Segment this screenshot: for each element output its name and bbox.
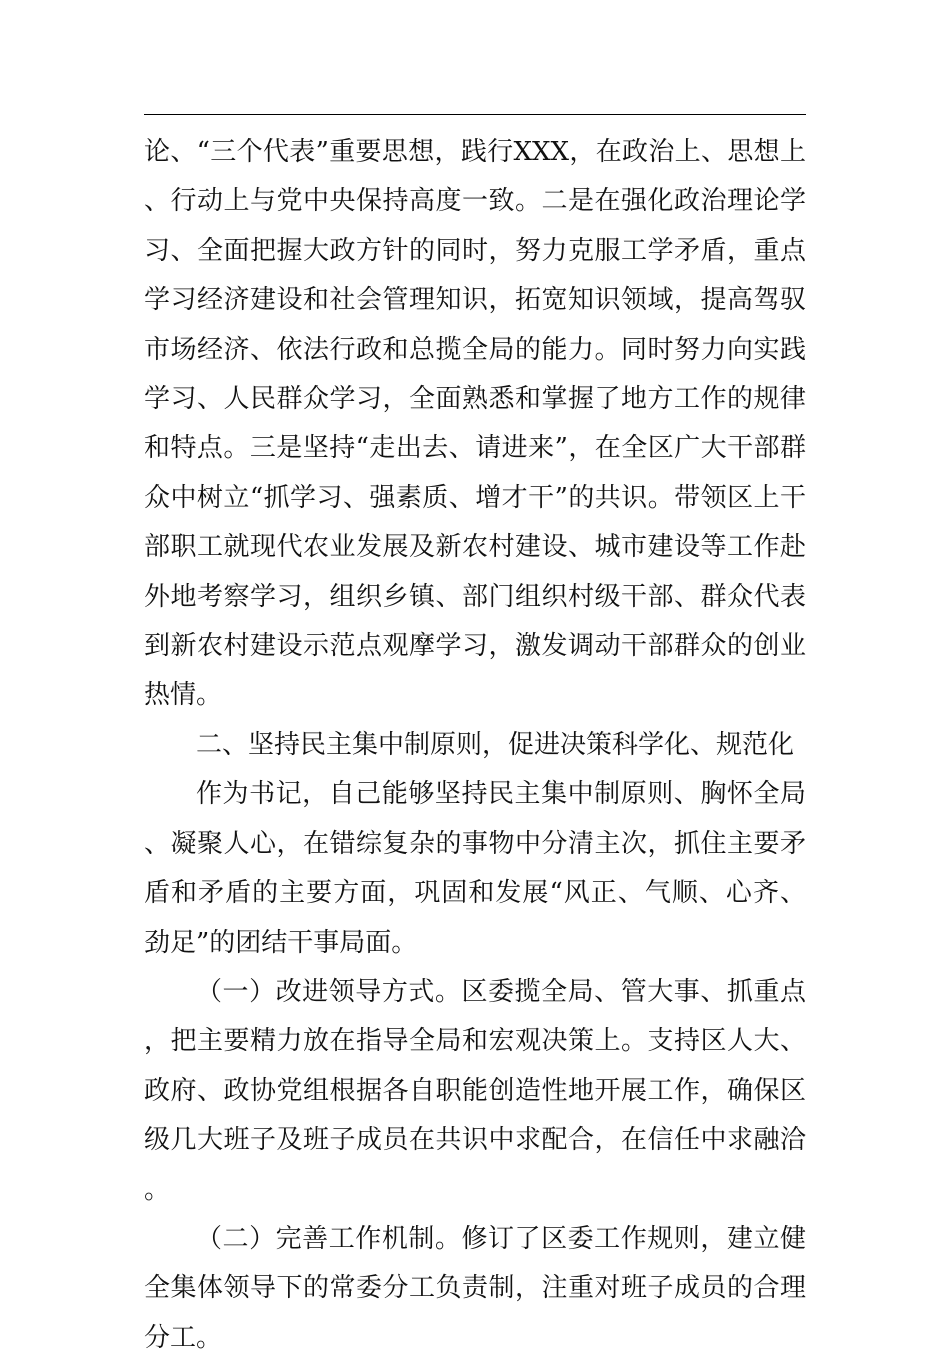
document-body bbox=[144, 128, 806, 1363]
paragraph-secretary-role: 作为书记，自己能够坚持民主集中制原则、胸怀全局、凝聚人心，在错综复杂的事物中分清主次，抓住主要矛盾和矛盾的主要方面，巩固和发展“风正、气顺、心齐、劲足”的团结干事局面。 bbox=[144, 779, 806, 958]
paragraph-leadership-method: （一）改进领导方式。区委揽全局、管大事、抓重点，把主要精力放在指导全局和宏观决策上。支持区人大、政府、政协党组根据各自职能创造性地开展工作，确保区级几大班子及班子成员在共识中求配合，在信任中求融洽。 bbox=[144, 976, 806, 1205]
section-heading-democratic-centralism: 二、坚持民主集中制原则，促进决策科学化、规范化 bbox=[196, 729, 795, 760]
header-rule bbox=[144, 114, 806, 115]
paragraph-work-mechanism: （二）完善工作机制。修订了区委工作规则，建立健全集体领导下的常委分工负责制，注重对班子成员的合理分工。 bbox=[144, 1223, 806, 1353]
paragraph-study-continuation: 论、“三个代表”重要思想，践行XXX，在政治上、思想上、行动上与党中央保持高度一致。二是在强化政治理论学习、全面把握大政方针的同时，努力克服工学矛盾，重点学习经济建设和社会管理知识，拓宽知识领域，提高驾驭市场经济、依法行政和总揽全局的能力。同时努力向实践学习、人民群众学习，全面熟悉和掌握了地方工作的规律和特点。三是坚持“走出去、请进来”，在全区广大干部群众中树立“抓学习、强素质、增才干”的共识。带领区上干部职工就现代农业发展及新农村建设、城市建设等工作赴外地考察学习，组织乡镇、部门组织村级干部、群众代表到新农村建设示范点观摩学习，激发调动干部群众的创业热情。 bbox=[144, 137, 806, 711]
